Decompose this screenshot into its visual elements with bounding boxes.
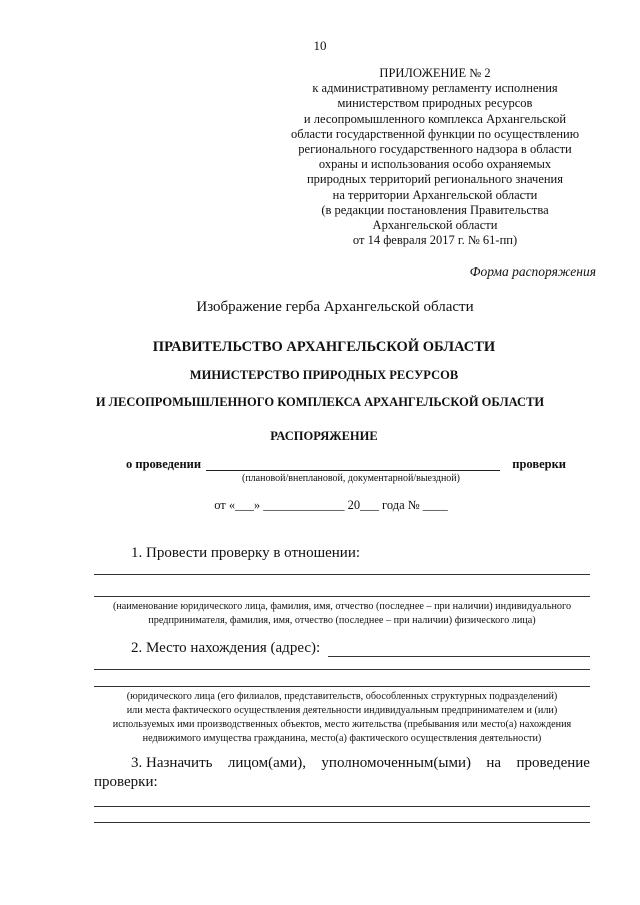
emblem-placeholder: Изображение герба Архангельской области [196, 299, 474, 315]
section3-line1 [94, 754, 590, 773]
section3-text [94, 754, 590, 792]
section3-word: проведение [516, 755, 590, 771]
inspection-type-field[interactable] [206, 470, 500, 471]
section1-field-line2[interactable] [94, 596, 590, 597]
appendix-line: и лесопромышленного комплекса Архангельской [303, 111, 567, 126]
section1-text: 1. Провести проверку в отношении: [131, 545, 361, 561]
inspection-prefix: о проведении [126, 457, 202, 471]
inspection-hint: (плановой/внеплановой, документарной/выездной) [242, 473, 460, 484]
heading-order: РАСПОРЯЖЕНИЕ [270, 429, 378, 443]
heading-ministry-line1: МИНИСТЕРСТВО ПРИРОДНЫХ РЕСУРСОВ [189, 368, 459, 382]
inspection-suffix: проверки [512, 457, 566, 471]
section2-caption [90, 690, 594, 746]
section1-field-line1[interactable] [94, 574, 590, 575]
appendix-line: регионального государственного надзора в области [298, 142, 572, 157]
appendix-block [270, 66, 600, 248]
appendix-line: министерством природных ресурсов [337, 96, 533, 111]
section1-caption [90, 600, 594, 628]
caption-line: предпринимателя, фамилия, имя, отчество (последнее – при наличии) физического лица) [148, 615, 536, 626]
appendix-line: к административному регламенту исполнения [312, 81, 558, 96]
section3-field-line1[interactable] [94, 806, 590, 807]
section3-word: на [486, 755, 502, 771]
section2-text: 2. Место нахождения (адрес): [131, 640, 321, 656]
date-line: от «___» _____________ 20___ года № ____ [214, 498, 448, 512]
caption-line: недвижимого имущества гражданина, место(а) фактического осуществления деятельности) [142, 733, 542, 744]
section2-address-field[interactable] [328, 656, 590, 657]
section3-word: лицом(ами), [227, 755, 307, 771]
appendix-line: (в редакции постановления Правительства [321, 202, 549, 217]
heading-ministry-line2: И ЛЕСОПРОМЫШЛЕННОГО КОМПЛЕКСА АРХАНГЕЛЬСКОЙ ОБЛАСТИ [95, 395, 545, 409]
section3-field-line2[interactable] [94, 822, 590, 823]
appendix-line: охраны и использования особо охраняемых [318, 157, 552, 172]
section3-line2: проверки: [94, 774, 158, 790]
section3-word: 3. Назначить [131, 755, 213, 771]
heading-government: ПРАВИТЕЛЬСТВО АРХАНГЕЛЬСКОЙ ОБЛАСТИ [152, 339, 496, 355]
appendix-line: природных территорий регионального значения [306, 172, 563, 187]
section3-word: уполномоченным(ыми) [321, 755, 471, 771]
section2-field-line2[interactable] [94, 686, 590, 687]
caption-line: используемых ими производственных объектов, место жительства (пребывания или место(а) нахождения [112, 719, 572, 730]
appendix-line: Архангельской области [372, 218, 498, 233]
appendix-line: ПРИЛОЖЕНИЕ № 2 [379, 66, 491, 80]
caption-line: (наименование юридического лица, фамилия, имя, отчество (последнее – при наличии) индивидуального [112, 601, 572, 612]
appendix-line: области государственной функции по осуществлению [290, 126, 580, 141]
caption-line: (юридического лица (его филиалов, представительств, обособленных структурных подразделений) [126, 691, 558, 702]
form-label: Форма распоряжения [469, 264, 596, 279]
section2-field-line1[interactable] [94, 669, 590, 670]
inspection-line [126, 457, 566, 473]
page-number: 10 [313, 38, 327, 53]
appendix-line: от 14 февраля 2017 г. № 61-пп) [352, 233, 518, 248]
caption-line: или места фактического осуществления деятельности индивидуальным предпринимателем и (или) [126, 705, 558, 716]
appendix-line: на территории Архангельской области [332, 187, 538, 202]
